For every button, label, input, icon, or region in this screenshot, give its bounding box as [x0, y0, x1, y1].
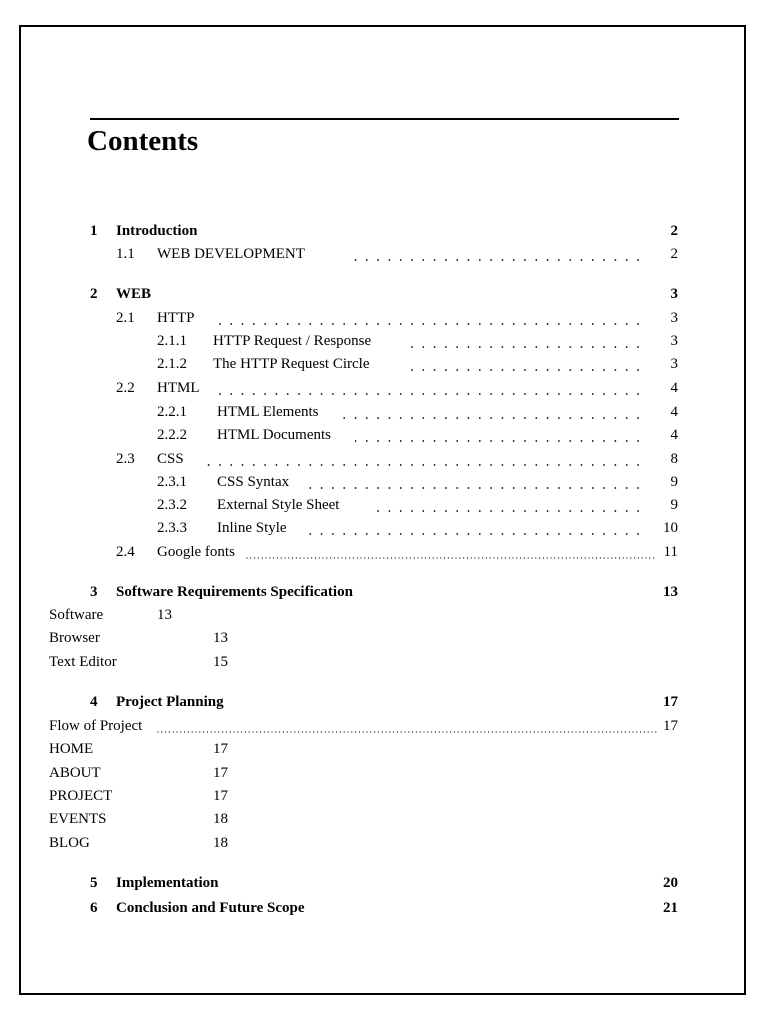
toc-label: HTML Documents	[217, 427, 332, 443]
toc-entry[interactable]	[0, 354, 768, 374]
toc-entry[interactable]	[0, 402, 768, 422]
toc-label: External Style Sheet	[217, 497, 340, 513]
toc-number: 2	[90, 286, 98, 302]
toc-label: Project Planning	[116, 694, 224, 710]
toc-page-number: 15	[213, 654, 228, 670]
toc-page-number: 3	[670, 286, 678, 302]
toc-number: 2.2.1	[157, 404, 187, 420]
toc-number: 2.3.3	[157, 520, 187, 536]
toc-number: 2.1.2	[157, 356, 187, 372]
toc-entry[interactable]	[0, 809, 768, 829]
title-rule	[90, 118, 679, 120]
toc-label: EVENTS	[49, 811, 107, 827]
dot-leader	[157, 716, 658, 736]
dot-leader	[345, 244, 640, 264]
toc-entry[interactable]	[0, 495, 768, 515]
toc-entry[interactable]	[0, 898, 768, 918]
toc-entry[interactable]	[0, 378, 768, 398]
toc-label: Introduction	[116, 223, 198, 239]
toc-entry[interactable]	[0, 472, 768, 492]
toc-entry[interactable]	[0, 331, 768, 351]
toc-entry[interactable]	[0, 518, 768, 538]
toc-page-number: 13	[663, 584, 678, 600]
toc-entry[interactable]	[0, 582, 768, 602]
toc-page-number: 8	[670, 451, 678, 467]
toc-entry[interactable]	[0, 873, 768, 893]
dot-leader	[212, 308, 640, 328]
toc-entry[interactable]	[0, 244, 768, 264]
dot-leader	[342, 402, 640, 422]
toc-entry[interactable]	[0, 763, 768, 783]
toc-label: Software	[49, 607, 104, 623]
toc-page-number: 13	[213, 630, 228, 646]
toc-number: 4	[90, 694, 98, 710]
toc-entry[interactable]	[0, 425, 768, 445]
toc-label: HTML Elements	[217, 404, 319, 420]
toc-entry[interactable]	[0, 628, 768, 648]
toc-entry[interactable]	[0, 833, 768, 853]
toc-page-number: 13	[157, 607, 172, 623]
toc-number: 2.1	[116, 310, 135, 326]
toc-label: Google fonts	[157, 544, 235, 560]
toc-number: 2.1.1	[157, 333, 187, 349]
toc-number: 2.3.1	[157, 474, 187, 490]
toc-page-number: 4	[670, 427, 678, 443]
toc-entry[interactable]	[0, 284, 768, 304]
toc-entry[interactable]	[0, 542, 768, 562]
toc-label: Inline Style	[217, 520, 287, 536]
toc-number: 1.1	[116, 246, 135, 262]
toc-label: ABOUT	[49, 765, 101, 781]
toc-label: HTTP Request / Response	[213, 333, 372, 349]
toc-entry[interactable]	[0, 605, 768, 625]
toc-label: Browser	[49, 630, 100, 646]
toc-page-number: 17	[663, 718, 678, 734]
toc-page-number: 17	[213, 765, 228, 781]
toc-entry[interactable]	[0, 786, 768, 806]
dot-leader	[410, 354, 640, 374]
toc-page-number: 9	[670, 497, 678, 513]
toc-page-number: 17	[213, 741, 228, 757]
page-title: Contents	[87, 125, 199, 157]
toc-page-number: 18	[213, 811, 228, 827]
toc-label: CSS Syntax	[217, 474, 290, 490]
toc-page-number: 3	[670, 310, 678, 326]
toc-number: 6	[90, 900, 98, 916]
toc-label: WEB	[116, 286, 152, 302]
toc-page-number: 11	[663, 544, 678, 560]
toc-label: The HTTP Request Circle	[213, 356, 370, 372]
toc-label: HOME	[49, 741, 94, 757]
toc-entry[interactable]	[0, 221, 768, 241]
toc-page-number: 4	[670, 380, 678, 396]
toc-page-number: 3	[670, 356, 678, 372]
toc-label: Implementation	[116, 875, 219, 891]
toc-page-number: 20	[663, 875, 678, 891]
toc-number: 3	[90, 584, 98, 600]
toc-page-number: 9	[670, 474, 678, 490]
toc-page-number: 2	[670, 223, 678, 239]
toc-number: 2.2	[116, 380, 135, 396]
dot-leader	[410, 331, 640, 351]
toc-entry[interactable]	[0, 692, 768, 712]
toc-label: PROJECT	[49, 788, 113, 804]
dot-leader	[308, 472, 640, 492]
toc-number: 1	[90, 223, 98, 239]
toc-label: WEB DEVELOPMENT	[157, 246, 305, 262]
toc-page-number: 17	[213, 788, 228, 804]
toc-page-number: 2	[670, 246, 678, 262]
toc-label: HTML	[157, 380, 200, 396]
toc-label: HTTP	[157, 310, 195, 326]
dot-leader	[376, 495, 640, 515]
toc-page-number: 17	[663, 694, 678, 710]
toc-number: 2.2.2	[157, 427, 187, 443]
toc-label: Text Editor	[49, 654, 117, 670]
dot-leader	[303, 518, 640, 538]
dot-leader	[202, 449, 640, 469]
toc-number: 2.3	[116, 451, 135, 467]
dot-leader	[212, 378, 640, 398]
toc-number: 2.3.2	[157, 497, 187, 513]
toc-entry[interactable]	[0, 739, 768, 759]
toc-entry[interactable]	[0, 652, 768, 672]
toc-number: 5	[90, 875, 98, 891]
toc-label: Conclusion and Future Scope	[116, 900, 305, 916]
dot-leader	[246, 542, 658, 562]
toc-page-number: 10	[663, 520, 678, 536]
dot-leader	[355, 425, 640, 445]
toc-page-number: 3	[670, 333, 678, 349]
toc-page-number: 4	[670, 404, 678, 420]
toc-number: 2.4	[116, 544, 135, 560]
toc-entry[interactable]	[0, 716, 768, 736]
toc-label: BLOG	[49, 835, 90, 851]
toc-label: Software Requirements Specification	[116, 584, 353, 600]
toc-page-number: 18	[213, 835, 228, 851]
toc-page-number: 21	[663, 900, 678, 916]
toc-label: CSS	[157, 451, 184, 467]
toc-entry[interactable]	[0, 308, 768, 328]
toc-label: Flow of Project	[49, 718, 143, 734]
toc-entry[interactable]	[0, 449, 768, 469]
